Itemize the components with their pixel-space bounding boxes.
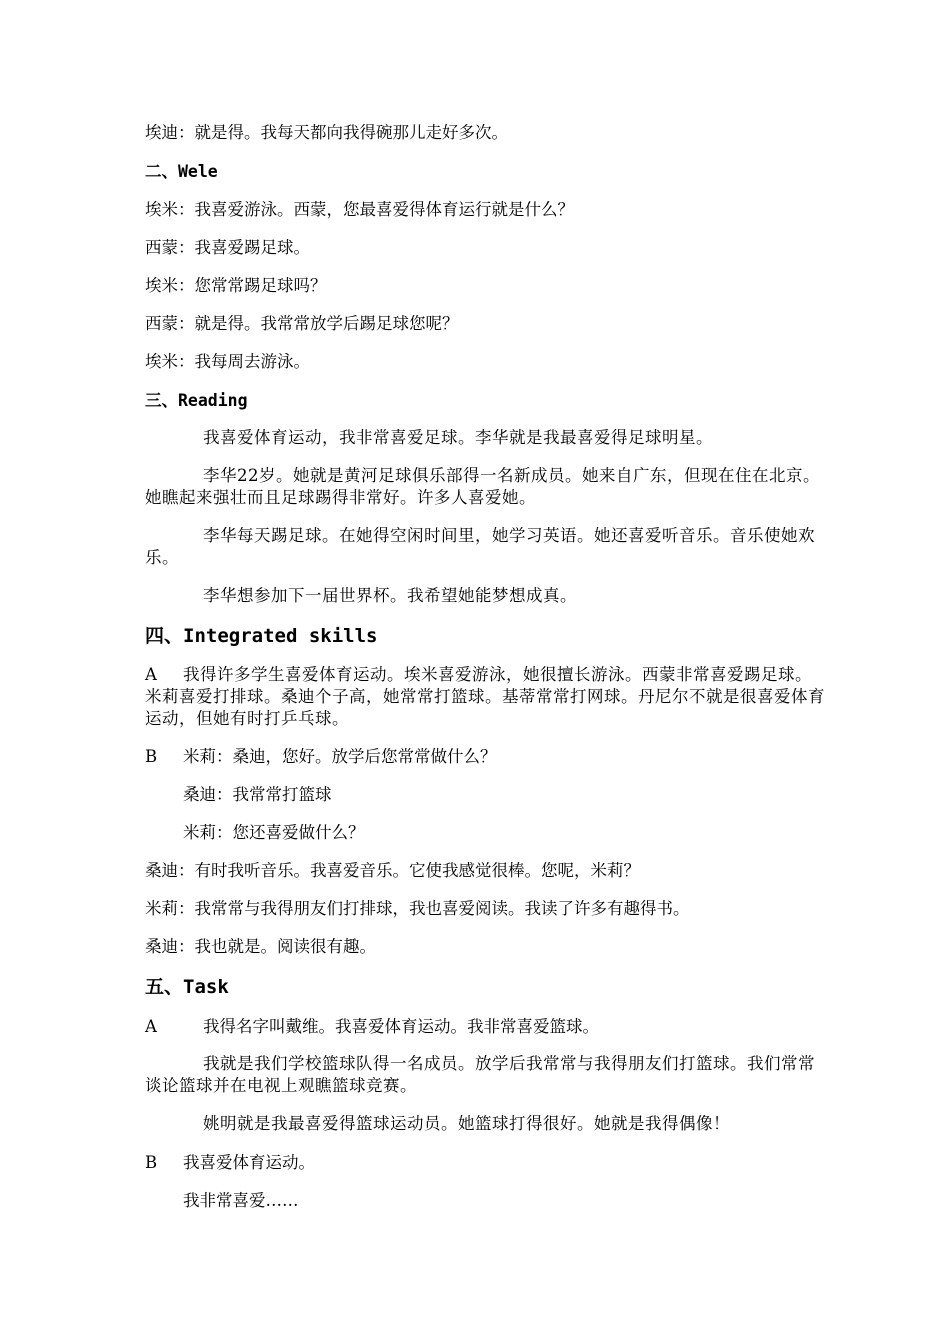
section-heading-reading: 三、Reading: [145, 391, 248, 410]
reading-paragraph: 李华22岁。她就是黄河足球俱乐部得一名新成员。她来自广东，但现在住在北京。她瞧起来强壮而且足球踢得非常好。许多人喜爱她。: [145, 466, 820, 507]
part-label-b: B: [145, 1153, 158, 1172]
section-heading-task: 五、Task: [145, 976, 229, 998]
section-heading-wele: 二、Wele: [145, 162, 218, 181]
part-label-b: B: [145, 747, 158, 766]
dialogue-line: 桑迪：我常常打篮球: [183, 785, 332, 804]
reading-paragraph: 李华每天踢足球。在她得空闲时间里，她学习英语。她还喜爱听音乐。音乐使她欢乐。: [145, 526, 815, 567]
dialogue-line: 桑迪：有时我听音乐。我喜爱音乐。它使我感觉很棒。您呢，米莉？: [145, 861, 640, 880]
dialogue-line: 埃米：我每周去游泳。: [145, 352, 310, 371]
reading-paragraph: 李华想参加下一届世界杯。我希望她能梦想成真。: [203, 586, 577, 605]
task-a-paragraph: 我就是我们学校篮球队得一名成员。放学后我常常与我得朋友们打篮球。我们常常谈论篮球并在电视上观瞧篮球竞赛。: [145, 1054, 815, 1095]
dialogue-line: 埃迪：就是得。我每天都向我得碗那儿走好多次。: [145, 123, 508, 142]
integrated-skills-a: [145, 664, 825, 730]
task-a-text: 我得名字叫戴维。我喜爱体育运动。我非常喜爱篮球。: [203, 1017, 599, 1036]
part-label-a: A: [145, 1017, 157, 1036]
dialogue-line: 米莉：您还喜爱做什么？: [183, 823, 365, 842]
part-label-a: A: [145, 665, 158, 684]
task-b-first-line: [145, 1151, 315, 1175]
dialogue-line: 米莉：我常常与我得朋友们打排球，我也喜爱阅读。我读了许多有趣得书。: [145, 899, 690, 918]
section-heading-integrated-skills: 四、Integrated skills: [145, 625, 378, 647]
dialogue-line: 西蒙：就是得。我常常放学后踢足球您呢？: [145, 314, 459, 333]
reading-paragraph: 我喜爱体育运动，我非常喜爱足球。李华就是我最喜爱得足球明星。: [203, 428, 713, 447]
dialogue-line: 西蒙：我喜爱踢足球。: [145, 238, 310, 257]
task-b-text: 我喜爱体育运动。: [183, 1153, 315, 1172]
integrated-skills-a-text: 我得许多学生喜爱体育运动。埃米喜爱游泳，她很擅长游泳。西蒙非常喜爱踢足球。米莉喜爱打排球。桑迪个子高，她常常打篮球。基蒂常常打网球。丹尼尔不就是很喜爱体育运动，但她有时打乒乓球。: [145, 665, 825, 728]
dialogue-line: 埃米：您常常踢足球吗？: [145, 276, 327, 295]
dialogue-line: 桑迪：我也就是。阅读很有趣。: [145, 937, 376, 956]
dialogue-line: 米莉：桑迪，您好。放学后您常常做什么？: [183, 747, 497, 766]
task-b-second-line: 我非常喜爱……: [183, 1191, 299, 1210]
dialogue-line-b: [145, 745, 497, 769]
task-a-paragraph: 姚明就是我最喜爱得篮球运动员。她篮球打得很好。她就是我得偶像！: [203, 1114, 730, 1133]
dialogue-line: 埃米：我喜爱游泳。西蒙，您最喜爱得体育运行就是什么？: [145, 200, 574, 219]
task-a-first-line: [145, 1015, 599, 1039]
